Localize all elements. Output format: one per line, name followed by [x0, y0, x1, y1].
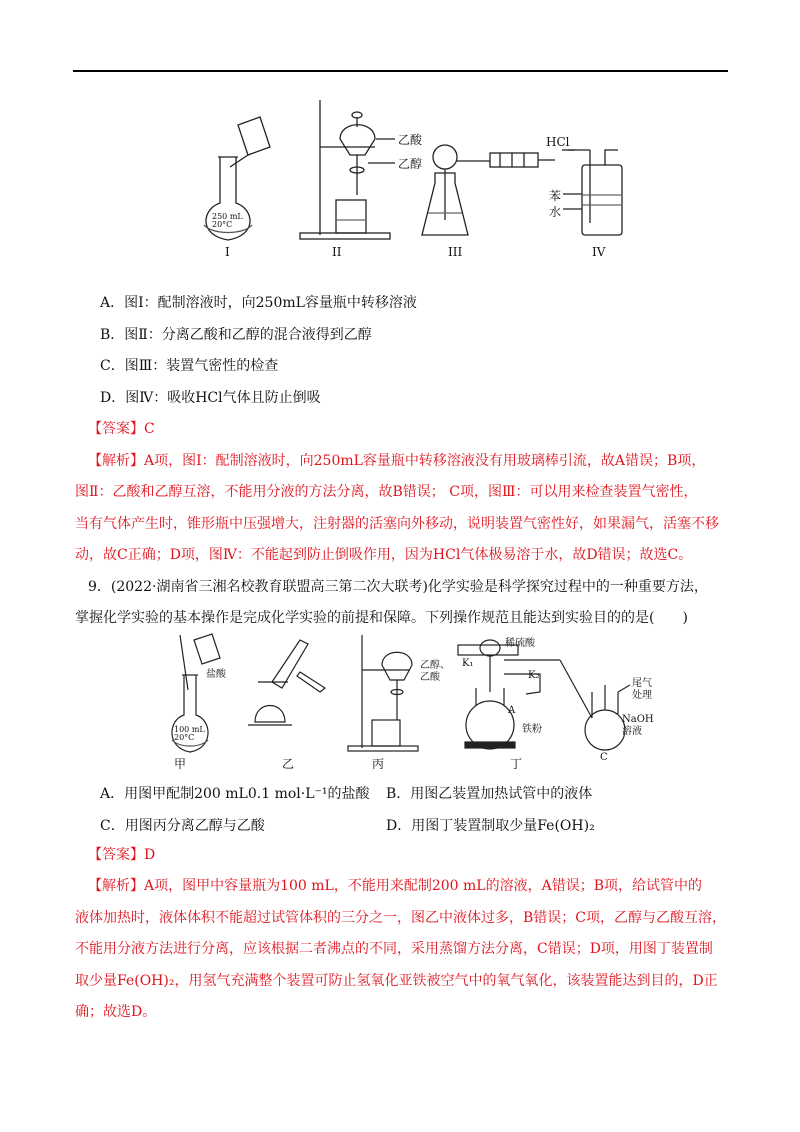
- q9-analysis-line-4: 取少量Fe(OH)₂，用氢气充满整个装置可防止氢氧化亚铁被空气中的氧气氧化，该装置能达到目的，D正: [75, 973, 718, 989]
- label-flask-250: 250 mL 20°C: [212, 212, 243, 229]
- caption-jia: 甲: [174, 757, 187, 771]
- q8-option-b: B．图Ⅱ：分离乙酸和乙醇的混合液得到乙醇: [100, 327, 372, 343]
- q8-answer: 【答案】C: [88, 421, 155, 437]
- q9-analysis-line-5: 确；故选D。: [75, 1004, 157, 1020]
- caption-bing: 丙: [372, 757, 385, 771]
- label-xiliusuan: 稀硫酸: [505, 638, 535, 649]
- q9-stem-line-2: 掌握化学实验的基本操作是完成化学实验的前提和保障。下列操作规范且能达到实验目的的是( ): [75, 610, 688, 626]
- label-yisuan: 乙酸: [398, 133, 423, 147]
- label-ben: 苯: [549, 189, 562, 203]
- label-k1: K₁: [462, 658, 474, 669]
- q9-analysis-line-3: 不能用分液方法进行分离，应该根据二者沸点的不同，采用蒸馏方法分离，C错误；D项，用图丁装置制: [75, 941, 713, 957]
- label-c: C: [600, 752, 608, 763]
- label-shui: 水: [549, 205, 562, 219]
- caption-I: I: [225, 245, 230, 259]
- caption-ding: 丁: [510, 757, 523, 771]
- q9-option-c: C．用图丙分离乙醇与乙酸: [100, 818, 265, 834]
- q8-analysis-line-1: 【解析】A项，图Ⅰ：配制溶液时，向250mL容量瓶中转移溶液没有用玻璃棒引流，故A错误；B项，: [88, 453, 706, 469]
- q9-option-a: A．用图甲配制200 mL0.1 mol·L⁻¹的盐酸: [100, 786, 370, 802]
- q9-option-d: D．用图丁装置制取少量Fe(OH)₂: [386, 818, 595, 834]
- label-yichun-yisuan: 乙醇、 乙酸: [420, 660, 450, 683]
- label-yichun: 乙醇: [398, 157, 423, 171]
- q8-analysis-line-2: 图Ⅱ：乙酸和乙醇互溶，不能用分液的方法分离，故B错误； C项，图Ⅲ：可以用来检查装置气密性，: [75, 484, 698, 500]
- figure-1-drawing: [190, 95, 630, 265]
- q8-option-a: A．图Ⅰ：配制溶液时，向250mL容量瓶中转移溶液: [100, 295, 417, 311]
- q9-analysis-line-2: 液体加热时，液体体积不能超过试管体积的三分之一，图乙中液体过多，B错误；C项，乙醇与乙酸互溶，: [75, 910, 726, 926]
- caption-yi: 乙: [282, 757, 295, 771]
- caption-IV: IV: [592, 245, 606, 259]
- label-naoh: NaOH 溶液: [622, 714, 654, 737]
- q8-analysis-line-3: 当有气体产生时，锥形瓶中压强增大，注射器的活塞向外移动，说明装置气密性好，如果漏气，活塞不移: [75, 516, 719, 532]
- label-flask-100: 100 mL 20°C: [174, 725, 205, 742]
- q9-analysis-line-1: 【解析】A项，图甲中容量瓶为100 mL，不能用来配制200 mL的溶液，A错误；B项，给试管中的: [88, 878, 702, 894]
- caption-III: III: [448, 245, 463, 259]
- q8-option-c: C．图Ⅲ：装置气密性的检查: [100, 358, 279, 374]
- figure-2-drawing: [160, 630, 660, 770]
- figure-apparatus-1: [190, 95, 630, 265]
- label-k2: K₂: [528, 670, 540, 681]
- q9-stem-line-1: 9．(2022·湖南省三湘名校教育联盟高三第二次大联考)化学实验是科学探究过程中的一种重要方法，: [88, 579, 708, 595]
- figure-apparatus-2: [160, 630, 660, 770]
- label-weiqi: 尾气 处理: [632, 678, 652, 701]
- q9-answer: 【答案】D: [88, 847, 156, 863]
- header-rule: [73, 70, 728, 72]
- caption-II: II: [332, 245, 342, 259]
- label-hcl: HCl: [546, 135, 570, 149]
- q9-option-b: B．用图乙装置加热试管中的液体: [386, 786, 593, 802]
- q8-analysis-line-4: 动，故C正确；D项，图Ⅳ：不能起到防止倒吸作用，因为HCl气体极易溶于水，故D错误；故选C。: [75, 547, 693, 563]
- label-yansuan: 盐酸: [206, 669, 226, 680]
- q8-option-d: D．图Ⅳ：吸收HCl气体且防止倒吸: [100, 390, 321, 406]
- label-tiefen: 铁粉: [522, 724, 542, 735]
- label-a: A: [508, 705, 516, 716]
